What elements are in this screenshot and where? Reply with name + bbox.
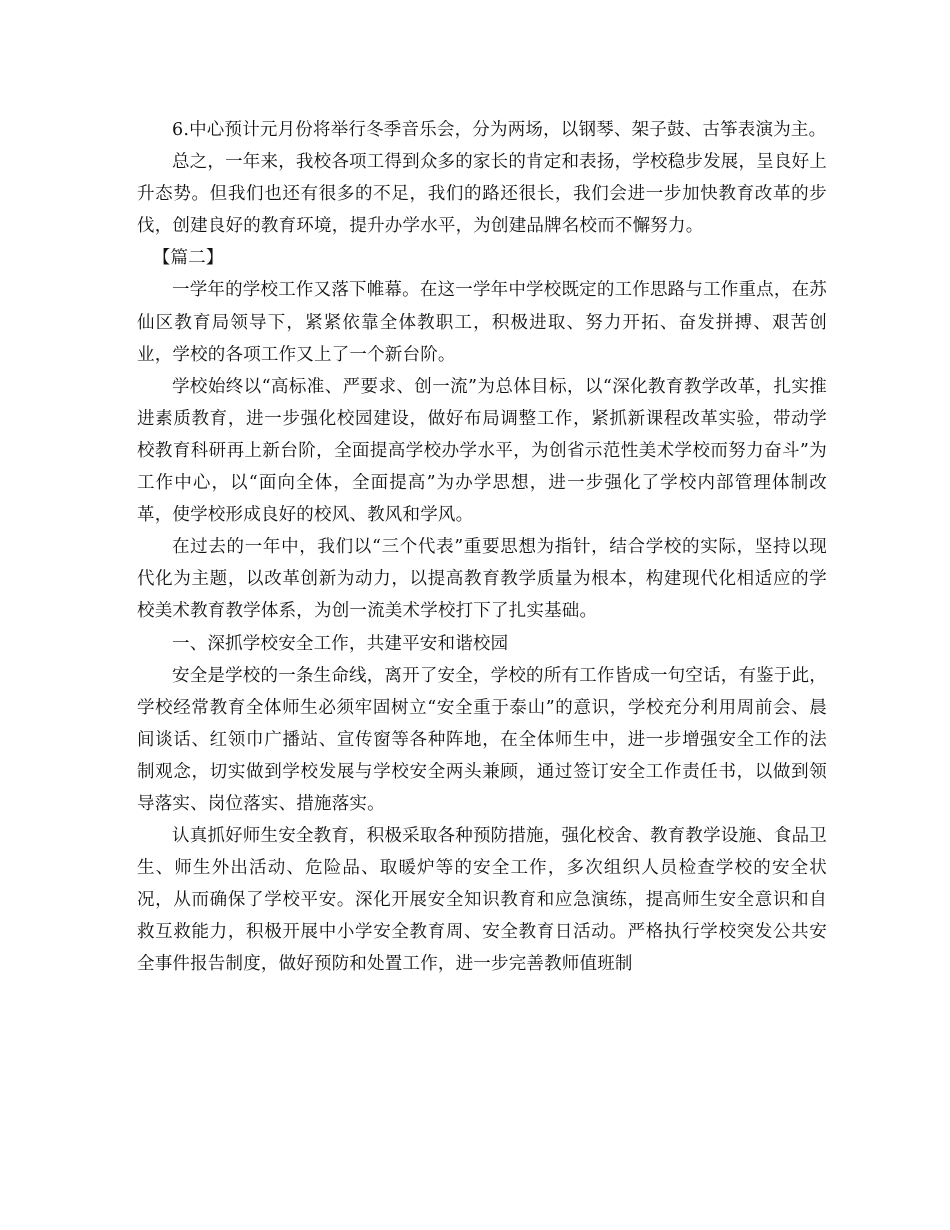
paragraph-safety-education: 认真抓好师生安全教育，积极采取各种预防措施，强化校舍、教育教学设施、食品卫生、师生外出活动、危险品、取暖炉等的安全工作，多次组织人员检查学校的安全状况，从而确保了学校平安。深化开展安全知识教育和应急演练，提高师生安全意识和自救互救能力，积极开展中小学安全教育周、安全教育日活动。严格执行学校突发公共安全事件报告制度，做好预防和处置工作，进一步完善教师值班制 — [137, 826, 827, 975]
section-heading-part-two: 【篇二】 — [152, 248, 224, 269]
paragraph-concert-plan: 6.中心预计元月份将举行冬季音乐会，分为两场，以钢琴、架子鼓、古筝表演为主。 — [172, 120, 827, 140]
paragraph-safety-lifeline: 安全是学校的一条生命线，离开了安全，学校的所有工作皆成一句空话，有鉴于此，学校经常教育全体师生必须牢固树立“安全重于泰山”的意识，学校充分利用周前会、晨间谈话、红领巾广播站、宣传窗等各种阵地，在全体师生中，进一步增强安全工作的法制观念，切实做到学校发展与学校安全两头兼顾，通过签订安全工作责任书，以做到领导落实、岗位落实、措施落实。 — [137, 665, 827, 814]
paragraph-school-year: 一学年的学校工作又落下帷幕。在这一学年中学校既定的工作思路与工作重点，在苏仙区教育局领导下，紧紧依靠全体教职工，积极进取、努力开拓、奋发拼搏、艰苦创业，学校的各项工作又上了一个新台阶。 — [137, 280, 827, 365]
subheading-safety-work: 一、深抓学校安全工作，共建平安和谐校园 — [172, 633, 509, 654]
paragraph-summary: 总之，一年来，我校各项工得到众多的家长的肯定和表扬，学校稳步发展，呈良好上升态势。但我们也还有很多的不足，我们的路还很长，我们会进一步加快教育改革的步伐，创建良好的教育环境，提升办学水平，为创建品牌名校而不懈努力。 — [137, 152, 827, 237]
paragraph-overall-goal: 学校始终以“高标准、严要求、创一流”为总体目标，以“深化教育教学改革，扎实推进素质教育，进一步强化校园建设，做好布局调整工作，紧抓新课程改革实验，带动学校教育科研再上新台阶，全面提高学校办学水平，为创省示范性美术学校而努力奋斗”为工作中心，以“面向全体，全面提高”为办学思想，进一步强化了学校内部管理体制改革，使学校形成良好的校风、教风和学风。 — [137, 376, 827, 526]
paragraph-past-year: 在过去的一年中，我们以“三个代表”重要思想为指针，结合学校的实际，坚持以现代化为主题，以改革创新为动力，以提高教育教学质量为根本，构建现代化相适应的学校美术教育教学体系，为创一流美术学校打下了扎实基础。 — [137, 537, 827, 622]
document-body — [137, 114, 827, 981]
